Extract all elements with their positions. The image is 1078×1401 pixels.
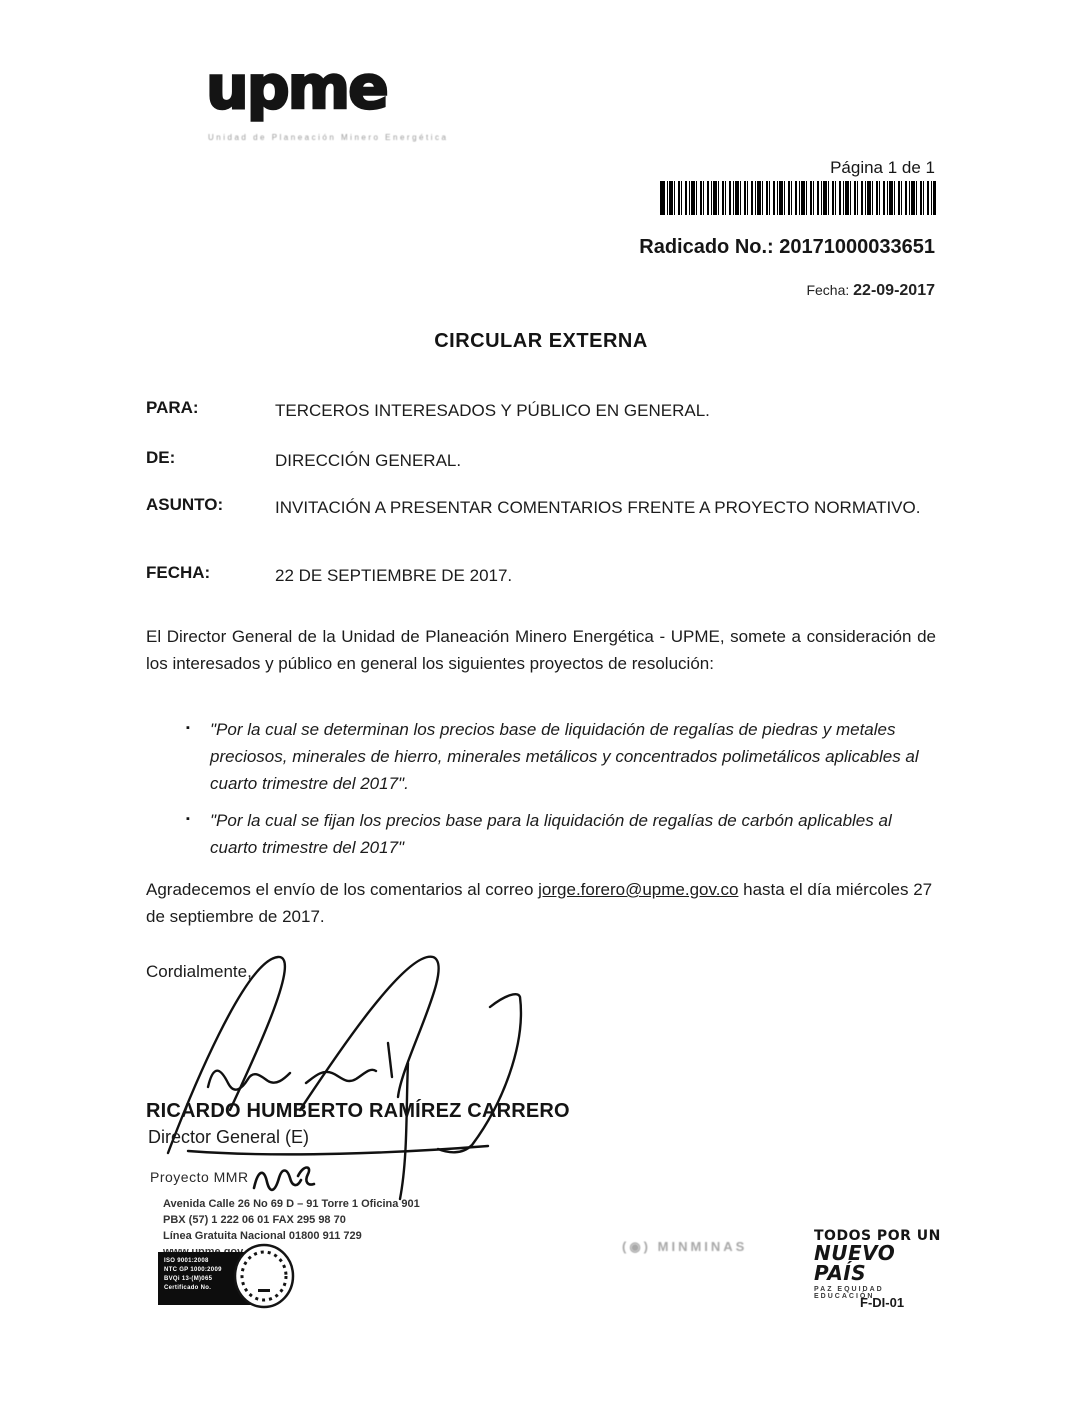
fecha-value: 22-09-2017 [853,282,935,299]
bullet-icon: ▪ [186,722,190,734]
toll-free-line: Línea Gratuita Nacional 01800 911 729 [163,1230,362,1242]
upme-logo-wordmark: upme [206,53,387,123]
campaign-line1: TODOS POR UN [814,1228,941,1244]
cert-line: NTC GP 1000:2009 [164,1267,222,1273]
field-value-de: DIRECCIÓN GENERAL. [275,451,462,470]
fecha-line [660,282,935,300]
handwritten-initials [248,1156,318,1198]
field-label-fecha: FECHA: [146,563,211,582]
bullet-item-1: "Por la cual se determinan los precios base de liquidación de regalías de piedras y metales preciosos, minerales de hierro, minerales metálicos y concentrados polimetálicos aplicables al cuarto trimestre del 2017". [210,720,919,793]
closing-text-before: Agradecemos el envío de los comentarios al correo [146,880,539,899]
radicado-label: Radicado No.: [639,236,774,258]
field-value-asunto: INVITACIÓN A PRESENTAR COMENTARIOS FRENTE A PROYECTO NORMATIVO. [275,498,921,517]
field-label-para: PARA: [146,398,199,417]
field-label-de: DE: [146,448,176,467]
campaign-subline: PAZ EQUIDAD EDUCACIÓN [814,1286,884,1300]
form-code: F-DI-01 [860,1295,905,1310]
minminas-label: MINMINAS [657,1239,748,1254]
certification-seal-icon [232,1243,296,1309]
footer-address-block [163,1196,523,1260]
intro-paragraph: El Director General de la Unidad de Planeación Minero Energética - UPME, somete a consideración de los interesados y público en general los siguientes proyectos de resolución: [146,627,936,673]
pbx-line: PBX (57) 1 222 06 01 FAX 295 98 70 [163,1214,346,1226]
upme-logo-flame-icon [146,56,202,156]
cert-line: BVQi 13-(M)065 [164,1276,213,1282]
closing-text-after: hasta el día miércoles 27 de septiembre de 2017. [146,880,933,926]
fecha-label: Fecha: [806,282,850,298]
cert-line: Certificado No. [164,1285,212,1291]
nuevo-pais-logo [814,1229,944,1300]
minminas-emblem-icon: (◉) [622,1239,652,1254]
project-note: Proyecto MMR [150,1169,249,1185]
minminas-logo [622,1239,747,1255]
field-value-para: TERCEROS INTERESADOS Y PÚBLICO EN GENERAL. [275,401,710,420]
barcode [660,181,936,215]
cert-line: ISO 9001:2008 [164,1258,209,1264]
signer-title: Director General (E) [148,1127,310,1147]
page-indicator: Página 1 de 1 [830,158,935,177]
bullet-item-2: "Por la cual se fijan los precios base para la liquidación de regalías de carbón aplicables al cuarto trimestre del 2017" [210,811,892,857]
document-title: CIRCULAR EXTERNA [434,330,648,352]
radicado-value: 20171000033651 [779,236,935,258]
signer-name: RICARDO HUMBERTO RAMÍREZ CARRERO [146,1100,570,1122]
closing-paragraph [146,876,938,930]
email-address: jorge.forero@upme.gov.co [538,880,739,899]
nuevo-pais-bird-icon [758,1228,810,1274]
radicado-number [560,236,935,259]
field-label-asunto: ASUNTO: [146,495,224,514]
salutation: Cordialmente, [146,962,252,981]
upme-logo-tagline: Unidad de Planeación Minero Energética [208,133,449,142]
campaign-line2: NUEVO PAÍS [814,1241,896,1285]
field-value-fecha: 22 DE SEPTIEMBRE DE 2017. [275,566,513,585]
address-line: Avenida Calle 26 No 69 D – 91 Torre 1 Oficina 901 [163,1198,420,1210]
bullet-icon: ▪ [186,813,190,825]
